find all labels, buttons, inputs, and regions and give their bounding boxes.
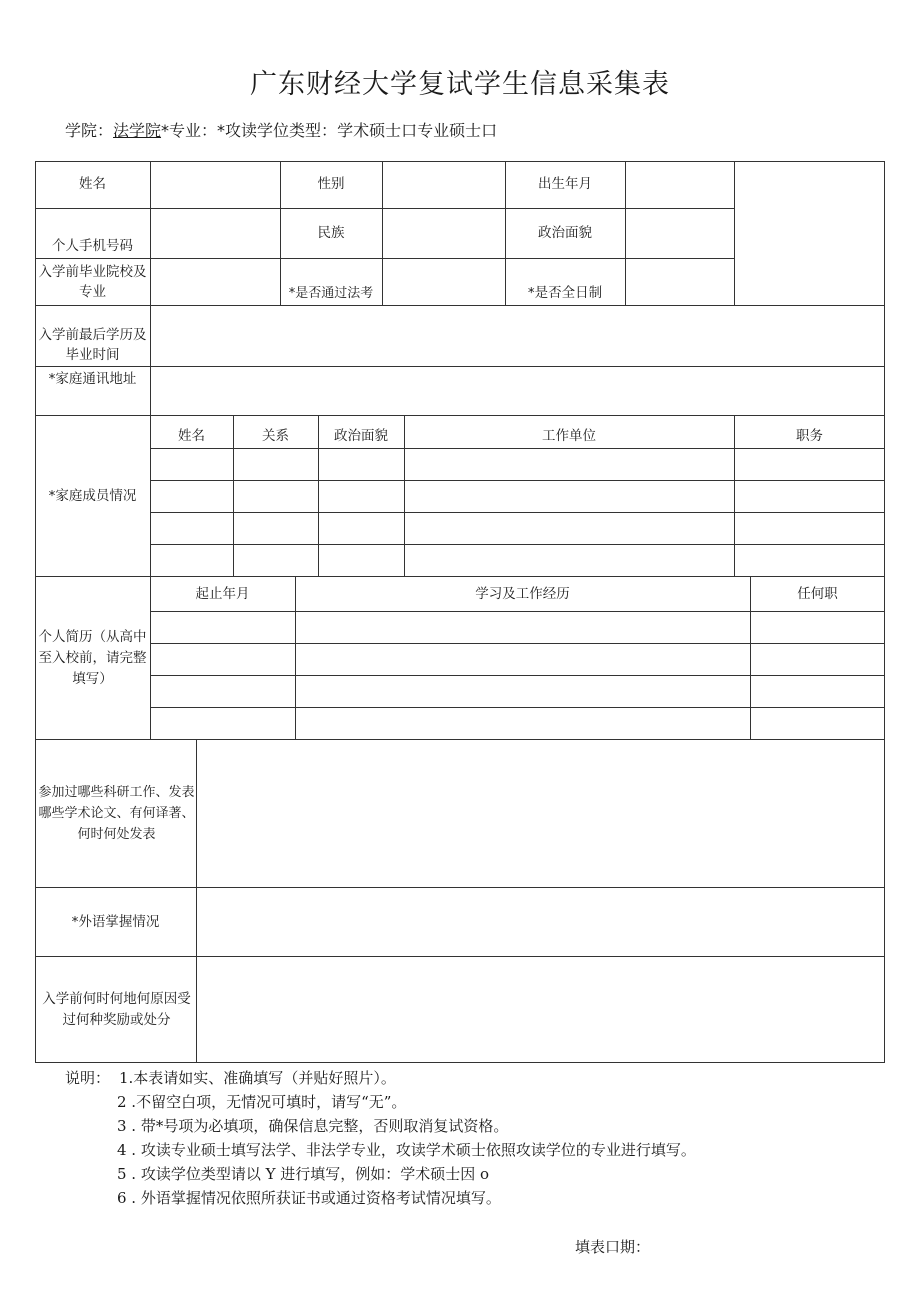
bar-exam-input-cell[interactable] [383, 259, 505, 305]
gender-label: 性别 [317, 176, 345, 192]
last-education-label: 入学前最后学历及毕业时间 [38, 327, 147, 363]
page-title: 广东财经大学复试学生信息采集表 [250, 69, 670, 100]
college-value[interactable]: 法学院 [113, 121, 162, 140]
ethnicity-label: 民族 [317, 225, 345, 241]
prior-school-input-cell[interactable] [151, 259, 280, 305]
ethnicity-input-cell[interactable] [383, 209, 505, 258]
fill-date-label: 填表口期： [575, 1238, 651, 1256]
instruction-item: 1.本表请如实、准确填写（并贴好照片）。 [119, 1069, 396, 1087]
language-input-cell[interactable] [197, 888, 884, 956]
family-row[interactable] [151, 545, 884, 576]
resume-col-period: 起止年月 [195, 585, 250, 602]
family-label: *家庭成员情况 [48, 487, 137, 504]
birth-input-cell[interactable] [626, 162, 734, 208]
phone-input-cell[interactable] [151, 209, 280, 258]
header-line [65, 118, 497, 141]
gender-input-cell[interactable] [383, 162, 505, 208]
family-col-name: 姓名 [178, 428, 205, 444]
degree-professional-option[interactable]: 专业硕士口 [417, 121, 498, 140]
college-label: 学院： [65, 121, 114, 140]
address-input-cell[interactable] [151, 367, 884, 415]
photo-area[interactable] [735, 162, 884, 305]
instructions-prefix: 说明： [65, 1069, 111, 1087]
family-row[interactable] [151, 513, 884, 544]
research-input-cell[interactable] [197, 740, 884, 887]
instruction-item: 4 . 攻读专业硕士填写法学、非法学专业，攻读学术硕士依照攻读学位的专业进行填写。 [117, 1141, 696, 1159]
full-time-input-cell[interactable] [626, 259, 734, 305]
resume-col-experience: 学习及工作经历 [475, 585, 570, 602]
degree-academic-option[interactable]: 学术硕士口 [337, 121, 418, 140]
instruction-item: 5 . 攻读学位类型请以 Y 进行填写，例如：学术硕士因 o [117, 1165, 490, 1183]
full-time-label: *是否全日制 [527, 285, 603, 301]
resume-row[interactable] [151, 676, 884, 707]
instruction-item: 2 .不留空白项，无情况可填时，请写“无”。 [117, 1093, 407, 1111]
name-input-cell[interactable] [151, 162, 280, 208]
resume-label: 个人简历（从高中至入校前，请完整填写） [38, 628, 147, 687]
family-row[interactable] [151, 481, 884, 512]
political-input-cell[interactable] [626, 209, 734, 258]
family-col-employer: 工作单位 [542, 428, 596, 444]
bar-exam-label: *是否通过法考 [288, 286, 374, 301]
address-label: *家庭通讯地址 [48, 371, 137, 387]
info-form [35, 161, 885, 1063]
instruction-item: 3 . 带*号项为必填项，确保信息完整，否则取消复试资格。 [117, 1117, 509, 1135]
name-label: 姓名 [79, 176, 106, 192]
prior-school-label: 入学前毕业院校及专业 [38, 264, 147, 300]
last-education-input-cell[interactable] [151, 306, 884, 366]
awards-input-cell[interactable] [197, 957, 884, 1062]
degree-type-label: *攻读学位类型： [217, 121, 338, 140]
resume-row[interactable] [151, 612, 884, 643]
awards-label: 入学前何时何地何原因受过何种奖励或处分 [42, 990, 191, 1028]
birth-label: 出生年月 [538, 176, 592, 192]
family-col-political: 政治面貌 [334, 428, 388, 444]
resume-row[interactable] [151, 644, 884, 675]
family-row[interactable] [151, 449, 884, 480]
family-col-position: 职务 [796, 428, 823, 444]
instruction-item: 6 . 外语掌握情况依照所获证书或通过资格考试情况填写。 [117, 1189, 501, 1207]
major-label: *专业： [161, 121, 218, 140]
research-label: 参加过哪些科研工作、发表哪些学术论文、有何译著、何时何处发表 [38, 785, 195, 842]
political-label: 政治面貌 [538, 225, 592, 241]
resume-col-position: 任何职 [797, 585, 838, 602]
phone-label: 个人手机号码 [52, 238, 133, 254]
language-label: *外语掌握情况 [71, 913, 160, 930]
family-col-relation: 关系 [262, 428, 289, 444]
resume-row[interactable] [151, 708, 884, 739]
